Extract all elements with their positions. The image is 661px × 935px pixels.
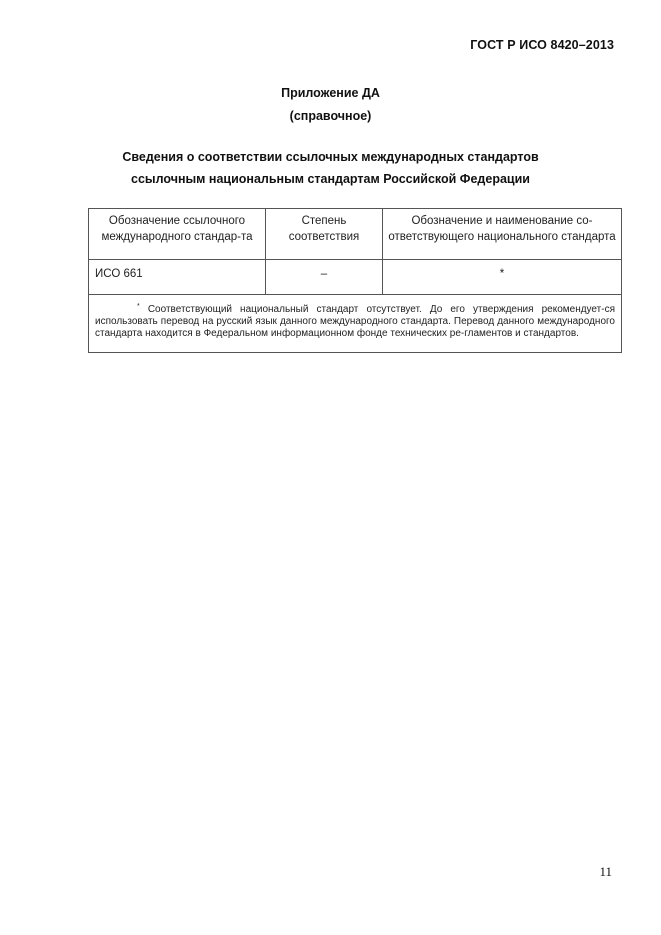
section-heading	[0, 146, 661, 190]
table-footnote	[89, 295, 622, 353]
column-header-designation: Обозначение ссылочного международного стандар-та	[89, 209, 266, 260]
correspondence-table	[88, 208, 622, 353]
column-header-national-standard: Обозначение и наименование со-ответствующего национального стандарта	[383, 209, 622, 260]
document-code: ГОСТ Р ИСО 8420–2013	[470, 38, 614, 52]
cell-degree: –	[266, 260, 383, 295]
section-heading-line-2: ссылочным национальным стандартам Российской Федерации	[131, 172, 530, 186]
table-row	[89, 260, 622, 295]
cell-national-standard: *	[383, 260, 622, 295]
section-heading-line-1: Сведения о соответствии ссылочных международных стандартов	[122, 150, 539, 164]
footnote-text: Соответствующий национальный стандарт отсутствует. До его утверждения рекомендует-ся использовать перевод на русский язык данного международного стандарта. Перевод данного международного стандарта находится в Федеральном информационном фонде технических ре-гламентов и стандартов.	[95, 304, 615, 339]
page-number: 11	[599, 864, 612, 879]
table-footnote-row	[89, 295, 622, 353]
annex-title: Приложение ДА	[281, 86, 380, 100]
cell-designation: ИСО 661	[89, 260, 266, 295]
table-header-row	[89, 209, 622, 260]
column-header-degree: Степень соответствия	[266, 209, 383, 260]
annex-subtitle: (справочное)	[289, 109, 372, 123]
footnote-mark: *	[137, 303, 140, 310]
